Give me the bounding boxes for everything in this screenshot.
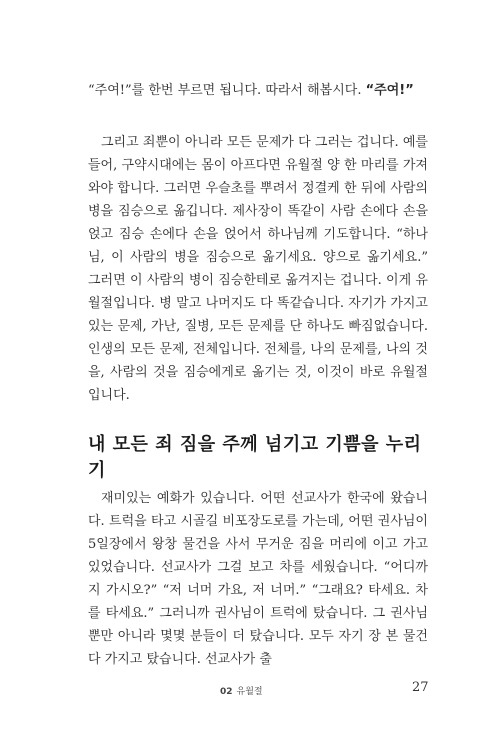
section-heading: 내 모든 죄 짐을 주께 넘기고 기쁨을 누리기 — [88, 434, 422, 481]
body-paragraph-2: 재미있는 예화가 있습니다. 어떤 선교사가 한국에 왔습니다. 트럭을 타고 시골길 비포장도로를 가는데, 어떤 권사님이 5일장에서 왕창 물건을 사서 무거운 짐을 머리에 이고 가고 있었습니다. 선교사가 그걸 보고 차를 세웠습니다. “어디까지 가시오?” “저 너머 가요, 저 너머.” “그래요? 타세요. 차를 타세요.” 그러니까 권사님이 트럭에 탔습니다. 그 권사님뿐만 아니라 몇몇 분들이 더 탔습니다. 모두 자기 장 본 물건 다 가지고 탔습니다. 선교사가 출 — [88, 491, 428, 667]
running-footer — [220, 684, 263, 697]
body-paragraph-1: 그리고 죄뿐이 아니라 모든 문제가 다 그러는 겁니다. 예를 들어, 구약시대에는 몸이 아프다면 유월절 양 한 마리를 가져와야 합니다. 그러면 우슬초를 뿌려서 정결케 한 뒤에 사람의 병을 짐승으로 옮깁니다. 제사장이 똑같이 사람 손에다 손을 얹고 짐승 손에다 손을 얹어서 하나님께 기도합니다. “하나님, 이 사람의 병을 짐승으로 옮기세요. 양으로 옮기세요.” 그러면 이 사람의 병이 짐승한테로 옮겨지는 겁니다. 이게 유월절입니다. 병 말고 나머지도 다 똑같습니다. 자기가 가지고 있는 문제, 가난, 질병, 모든 문제를 단 하나도 빠짐없습니다. 인생의 모든 문제, 전체입니다. 전체를, 나의 문제를, 나의 것을, 사람의 것을 짐승에게로 옮기는 것, 이것이 바로 유월절입니다. — [88, 135, 428, 403]
intro-bold-exclamation: “주여!” — [365, 83, 414, 98]
page-number: 27 — [412, 680, 429, 695]
chapter-title: 유월절 — [236, 687, 263, 697]
intro-text: “주여!”를 한번 부르면 됩니다. 따라서 해봅시다. — [88, 83, 362, 98]
intro-line — [88, 80, 428, 102]
chapter-number: 02 — [220, 687, 233, 697]
